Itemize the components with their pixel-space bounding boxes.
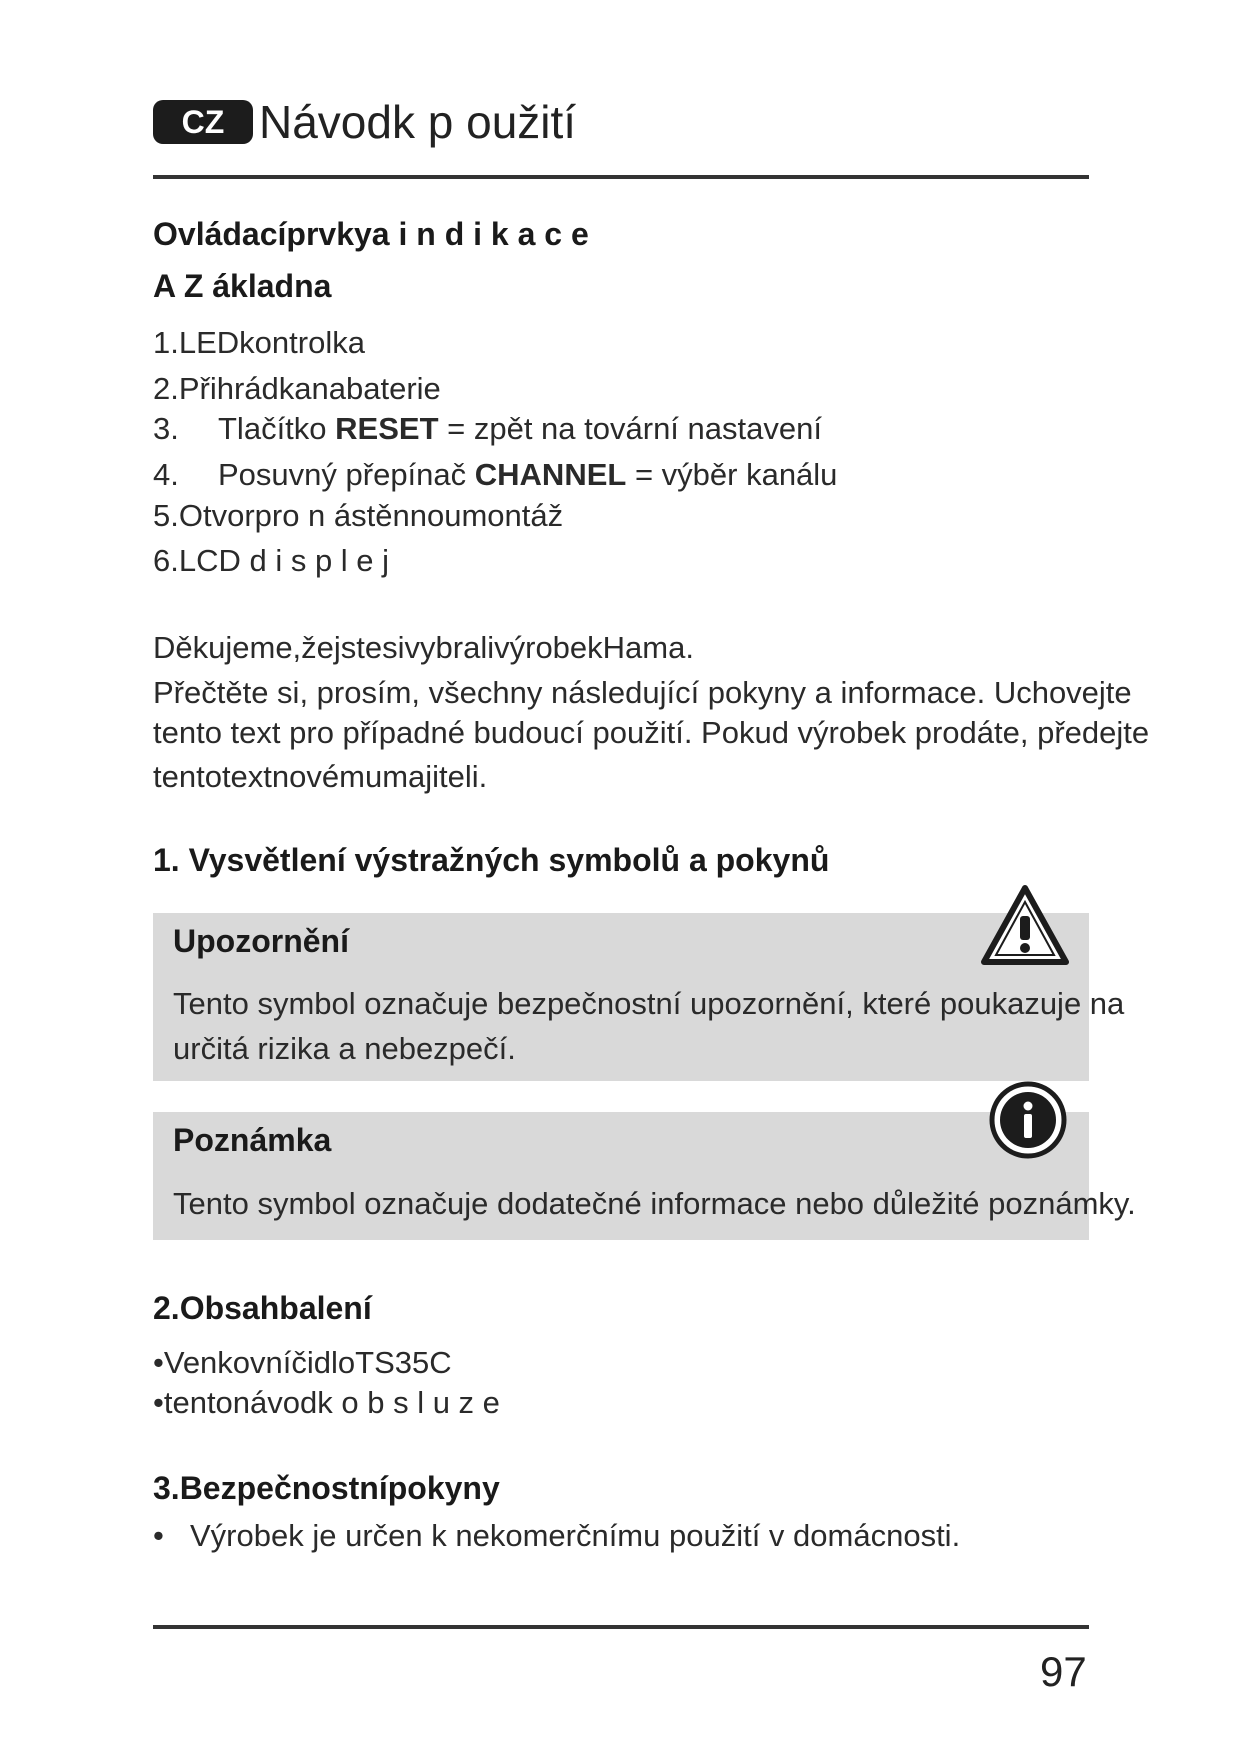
package-item-2: •tentonávodk o b s l u z e bbox=[153, 1385, 500, 1420]
safety-item-1-text: Výrobek je určen k nekomerčnímu použití v domácnosti. bbox=[190, 1518, 961, 1553]
intro-line-4: tentotextnovémumajiteli. bbox=[153, 759, 488, 794]
note-title: Poznámka bbox=[173, 1122, 332, 1158]
page-header bbox=[153, 96, 576, 148]
warning-text-line-1: Tento symbol označuje bezpečnostní upozornění, které poukazuje na bbox=[173, 986, 1125, 1021]
section1-heading: 1. Vysvětlení výstražných symbolů a pokynů bbox=[153, 842, 830, 878]
intro-line-1: Děkujeme,žejstesivybralivýrobekHama. bbox=[153, 630, 694, 665]
safety-item-1 bbox=[153, 1518, 960, 1554]
note-box bbox=[153, 1112, 1136, 1240]
section3-heading: 3.Bezpečnostnípokyny bbox=[153, 1470, 500, 1506]
control-item-1: 1.LEDkontrolka bbox=[153, 325, 365, 360]
warning-title: Upozornění bbox=[173, 923, 349, 959]
controls-subheading: A Z ákladna bbox=[153, 268, 332, 304]
warning-box bbox=[153, 913, 1125, 1081]
control-item-2: 2.Přihrádkanabaterie bbox=[153, 371, 441, 406]
intro-line-2: Přečtěte si, prosím, všechny následující pokyny a informace. Uchovejte bbox=[153, 675, 1132, 710]
page-number: 97 bbox=[1040, 1648, 1087, 1695]
note-text: Tento symbol označuje dodatečné informace nebo důležité poznámky. bbox=[173, 1186, 1136, 1221]
header-divider bbox=[153, 175, 1089, 179]
bullet: • bbox=[153, 1518, 164, 1553]
control-item-4-pre: Posuvný přepínač bbox=[218, 457, 475, 492]
document-title: Návodk p oužití bbox=[259, 96, 577, 148]
controls-heading: Ovládacíprvkya i n d i k a c e bbox=[153, 216, 589, 252]
channel-label: CHANNEL bbox=[474, 457, 627, 492]
control-item-3-number: 3. bbox=[153, 411, 179, 446]
control-item-6: 6.LCD d i s p l e j bbox=[153, 543, 390, 578]
control-item-4-number: 4. bbox=[153, 457, 179, 492]
section2-heading: 2.Obsahbalení bbox=[153, 1290, 372, 1326]
package-item-1: •VenkovníčidloTS35C bbox=[153, 1345, 452, 1380]
intro-line-3: tento text pro případné budoucí použití. Pokud výrobek prodáte, předejte bbox=[153, 715, 1150, 750]
language-badge: CZ bbox=[153, 100, 253, 144]
control-item-4-post: = výběr kanálu bbox=[626, 457, 838, 492]
info-icon bbox=[989, 1081, 1067, 1159]
control-item-5: 5.Otvorpro n ástěnnoumontáž bbox=[153, 498, 564, 533]
control-item-3 bbox=[153, 411, 822, 447]
control-item-3-pre: Tlačítko bbox=[218, 411, 336, 446]
warning-text-line-2: určitá rizika a nebezpečí. bbox=[173, 1031, 516, 1066]
warning-triangle-icon bbox=[980, 884, 1070, 966]
control-item-3-post: = zpět na tovární nastavení bbox=[438, 411, 822, 446]
control-item-4 bbox=[153, 457, 837, 493]
footer-divider bbox=[153, 1625, 1089, 1629]
reset-label: RESET bbox=[335, 411, 439, 446]
